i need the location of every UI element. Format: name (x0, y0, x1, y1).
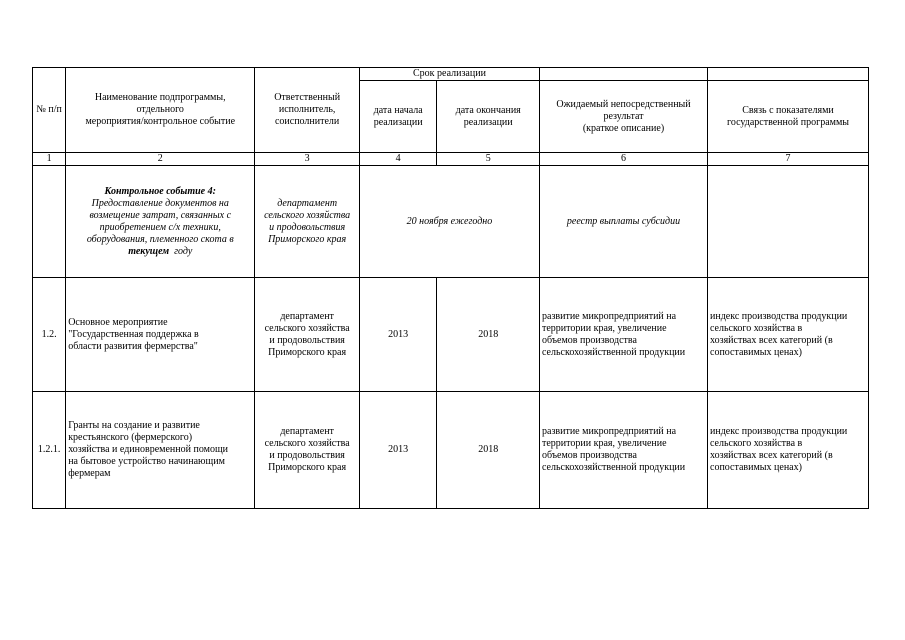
header-result: Ожидаемый непосредственный результат (краткое описание) (540, 81, 708, 153)
col-number: 1 (33, 153, 66, 166)
row-responsible: департамент сельского хозяйства и продовольствия Приморского края (255, 278, 360, 392)
event-current-word: текущем (128, 245, 170, 257)
row-end: 2018 (437, 278, 540, 392)
header-link-top (708, 68, 869, 81)
table-row (33, 392, 869, 509)
row-start: 2013 (359, 278, 436, 392)
header-end: дата окончания реализации (437, 81, 540, 153)
row-start: 2013 (359, 392, 436, 509)
row-link: индекс производства продукции сельского хозяйства в хозяйствах всех категорий (в сопоставимых ценах) (708, 278, 869, 392)
header-link: Связь с показателями государственной программы (708, 81, 869, 153)
header-responsible: Ответственный исполнитель, соисполнители (255, 68, 360, 153)
row-name: Гранты на создание и развитие крестьянского (фермерского) хозяйства и единовременной помощи на бытовое устройство начинающим фермерам (66, 392, 255, 509)
header-result-top (540, 68, 708, 81)
row-responsible: департамент сельского хозяйства и продовольствия Приморского края (255, 392, 360, 509)
header-num: № п/п (33, 68, 66, 153)
row-name: Основное мероприятие "Государственная поддержка в области развития фермерства" (66, 278, 255, 392)
row-num: 1.2.1. (33, 392, 66, 509)
col-number: 3 (255, 153, 360, 166)
header-start: дата начала реализации (359, 81, 436, 153)
header-name: Наименование подпрограммы, отдельного мероприятия/контрольное событие (66, 68, 255, 153)
event-result: реестр выплаты субсидии (540, 166, 708, 278)
row-end: 2018 (437, 392, 540, 509)
row-result: развитие микропредприятий на территории края, увеличение объемов производства сельскохозяйственной продукции (540, 278, 708, 392)
header-row-top (33, 68, 869, 81)
table-row (33, 278, 869, 392)
event-date: 20 ноября ежегодно (359, 166, 539, 278)
event-year-word: году (169, 245, 193, 257)
control-event-row (33, 166, 869, 278)
event-title: Контрольное событие 4: (104, 185, 216, 197)
col-number: 2 (66, 153, 255, 166)
program-table (32, 67, 869, 509)
event-responsible: департамент сельского хозяйства и продовольствия Приморского края (255, 166, 360, 278)
row-link: индекс производства продукции сельского хозяйства в хозяйствах всех категорий (в сопоставимых ценах) (708, 392, 869, 509)
event-name-cell (66, 166, 255, 278)
event-description: Предоставление документов на возмещение затрат, связанных с приобретением с/х техники, оборудования, племенного скота в (86, 197, 234, 245)
event-description-tail (68, 246, 252, 258)
event-link (708, 166, 869, 278)
col-number: 7 (708, 153, 869, 166)
row-result: развитие микропредприятий на территории края, увеличение объемов производства сельскохозяйственной продукции (540, 392, 708, 509)
col-number: 5 (437, 153, 540, 166)
header-period: Срок реализации (359, 68, 539, 81)
col-number: 6 (540, 153, 708, 166)
event-num (33, 166, 66, 278)
row-num: 1.2. (33, 278, 66, 392)
col-number: 4 (359, 153, 436, 166)
column-numbers-row (33, 153, 869, 166)
